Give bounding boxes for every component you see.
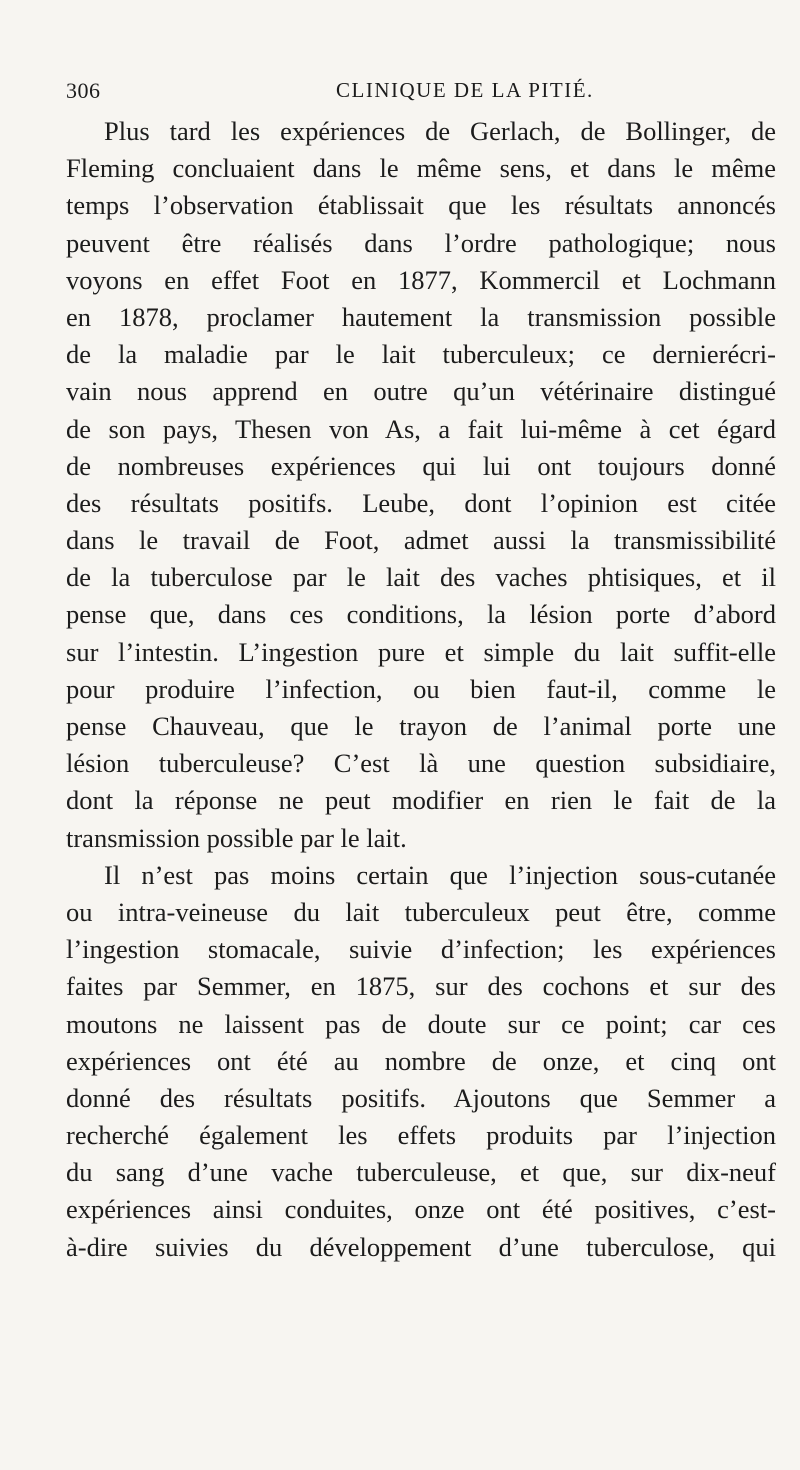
text-line: lésion tuberculeuse? C’est là une question subsidiaire, [66, 748, 776, 779]
text-line: pense Chauveau, que le trayon de l’animal porte une [66, 711, 776, 741]
text-line: de la maladie par le lait tuberculeux; ce dernierécri- [66, 339, 776, 370]
text-line: Plus tard les expériences de Gerlach, de Bollinger, de [104, 116, 776, 146]
text-line: recherché également les effets produits par l’injection [66, 1120, 776, 1151]
text-line: ou intra-veineuse du lait tuberculeux peut être, comme [66, 896, 776, 927]
text-line: expériences ont été au nombre de onze, et cinq ont [66, 1045, 776, 1076]
text-line: dont la réponse ne peut modifier en rien le fait de la [66, 785, 776, 816]
text-line: temps l’observation établissait que les résultats annoncés [66, 190, 776, 221]
text-line: transmission possible par le lait. [66, 822, 407, 853]
text-line: en 1878, proclamer hautement la transmission possible [66, 301, 776, 332]
text-line: donné des résultats positifs. Ajoutons que Semmer a [66, 1082, 776, 1113]
text-line: de nombreuses expériences qui lui ont toujours donné [66, 450, 776, 481]
text-line: vain nous apprend en outre qu’un vétérinaire distingué [66, 376, 776, 407]
text-line: moutons ne laissent pas de doute sur ce point; car ces [66, 1008, 776, 1039]
text-line: Il n’est pas moins certain que l’injection sous-cutanée [104, 859, 776, 890]
text-line: pense que, dans ces conditions, la lésion porte d’abord [66, 599, 776, 630]
text-line: voyons en effet Foot en 1877, Kommercil et Lochmann [66, 264, 776, 295]
running-title: CLINIQUE DE LA PITIÉ. [336, 78, 594, 102]
text-line: sur l’intestin. L’ingestion pure et simple du lait suffit-elle [66, 636, 776, 667]
text-line: de son pays, Thesen von As, a fait lui-même à cet égard [66, 413, 776, 444]
text-line: des résultats positifs. Leube, dont l’opinion est citée [66, 487, 776, 518]
text-line: pour produire l’infection, ou bien faut-il, comme le [66, 673, 776, 704]
text-line: peuvent être réalisés dans l’ordre pathologique; nous [66, 227, 776, 258]
text-line: l’ingestion stomacale, suivie d’infection; les expériences [66, 934, 776, 965]
text-line: dans le travail de Foot, admet aussi la transmissibilité [66, 525, 776, 556]
text-line: expériences ainsi conduites, onze ont été positives, c’est- [66, 1194, 776, 1225]
text-line: Fleming concluaient dans le même sens, et dans le même [66, 153, 776, 184]
running-head [66, 78, 776, 110]
text-line: à-dire suivies du développement d’une tuberculose, qui [66, 1231, 776, 1262]
text-line: faites par Semmer, en 1875, sur des cochons et sur des [66, 971, 776, 1002]
page-number: 306 [66, 78, 101, 103]
text-line: de la tuberculose par le lait des vaches phtisiques, et il [66, 562, 776, 593]
body-text [66, 113, 776, 1266]
text-line: du sang d’une vache tuberculeuse, et que, sur dix-neuf [66, 1157, 776, 1188]
